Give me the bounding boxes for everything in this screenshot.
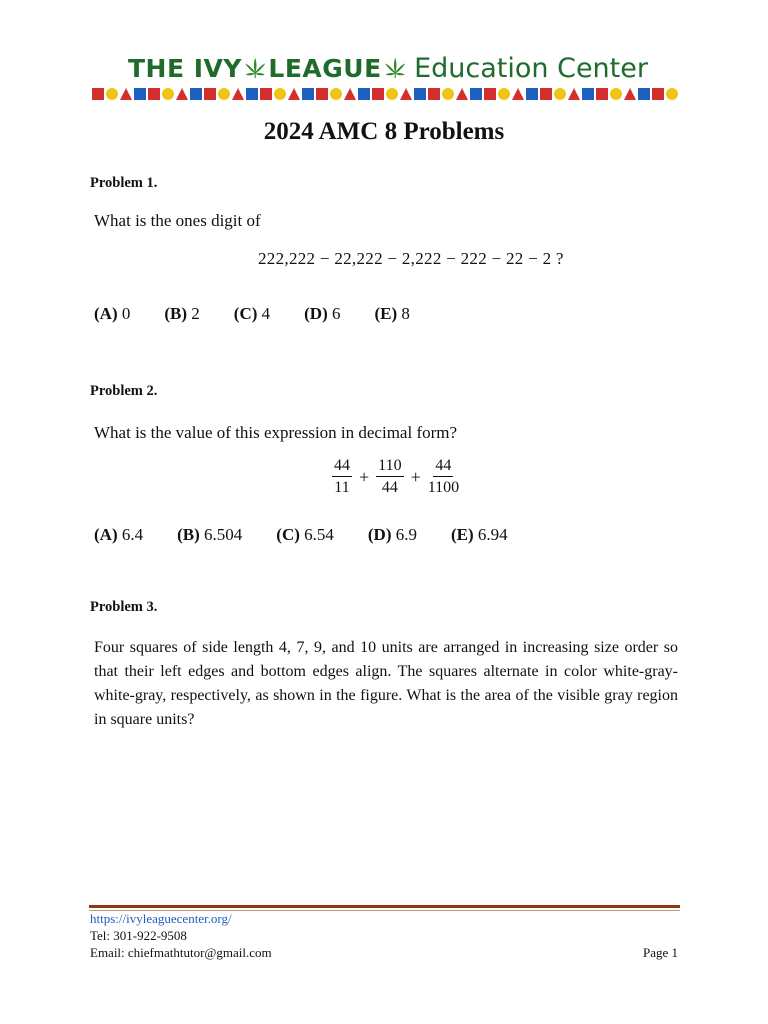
- strip-shape: [162, 88, 174, 100]
- strip-shape: [386, 88, 398, 100]
- strip-shape: [92, 88, 104, 100]
- strip-shape: [442, 88, 454, 100]
- strip-shape: [176, 88, 188, 100]
- strip-shape: [568, 88, 580, 100]
- strip-shape: [470, 88, 482, 100]
- strip-shape: [666, 88, 678, 100]
- strip-shape: [274, 88, 286, 100]
- footer-tel: Tel: 301-922-9508: [90, 928, 187, 943]
- strip-shape: [498, 88, 510, 100]
- strip-shape: [372, 88, 384, 100]
- choice-c: (C) 6.54: [276, 525, 334, 544]
- strip-shape: [610, 88, 622, 100]
- problem-3-question: Four squares of side length 4, 7, 9, and 10 units are arranged in increasing size order so that their left edges and bottom edges align. The squares alternate in color white-gray-white-gray, respectively, as shown in the figure. What is the area of the visible gray region in square units?: [94, 639, 678, 728]
- strip-shape: [554, 88, 566, 100]
- page-number: Page 1: [642, 945, 678, 960]
- strip-shape: [638, 88, 650, 100]
- logo-text-education-center: Education Center: [414, 52, 648, 84]
- choice-d: (D) 6: [304, 304, 341, 323]
- strip-shape: [260, 88, 272, 100]
- strip-shape: [484, 88, 496, 100]
- strip-shape: [344, 88, 356, 100]
- strip-shape: [232, 88, 244, 100]
- problem-1-label: Problem 1.: [90, 175, 158, 191]
- choice-e: (E) 6.94: [451, 525, 508, 544]
- strip-shape: [134, 88, 146, 100]
- strip-shape: [316, 88, 328, 100]
- problem-3-label: Problem 3.: [90, 599, 158, 615]
- strip-shape: [526, 88, 538, 100]
- problem-2-expression: [332, 456, 459, 499]
- problem-2-question: What is the value of this expression in decimal form?: [94, 423, 458, 442]
- strip-shape: [358, 88, 370, 100]
- strip-shape: [540, 88, 552, 100]
- logo-text-ivy: THE IVY: [128, 53, 243, 83]
- choice-b: (B) 6.504: [177, 525, 243, 544]
- fraction: $\frac{110}{44}$: [378, 457, 402, 496]
- fraction: $\frac{44}{1100}$: [427, 457, 460, 496]
- strip-shape: [288, 88, 300, 100]
- problem-1-question: What is the ones digit of: [94, 211, 261, 230]
- choice-b: (B) 2: [164, 304, 200, 323]
- strip-shape: [204, 88, 216, 100]
- cannabis-leaf-icon: [384, 51, 406, 85]
- strip-shape: [302, 88, 314, 100]
- website-link[interactable]: https://ivyleaguecenter.org/: [90, 911, 232, 926]
- footer-divider: [89, 905, 680, 908]
- plus-sign: +: [410, 467, 421, 487]
- strip-shape: [148, 88, 160, 100]
- strip-shape: [414, 88, 426, 100]
- strip-shape: [218, 88, 230, 100]
- problem-1-expression: 222,222 − 22,222 − 2,222 − 222 − 22 − 2 ?: [258, 249, 564, 268]
- choice-e: (E) 8: [374, 304, 410, 323]
- logo-text-league: LEAGUE: [268, 53, 382, 83]
- strip-shape: [582, 88, 594, 100]
- choice-a: (A) 6.4: [94, 525, 144, 544]
- strip-shape: [120, 88, 132, 100]
- footer-url[interactable]: [90, 911, 232, 927]
- header-logo: [128, 46, 648, 90]
- plus-sign: +: [359, 467, 370, 487]
- strip-shape: [246, 88, 258, 100]
- choice-a: (A) 0: [94, 304, 131, 323]
- cannabis-leaf-icon: [244, 51, 266, 85]
- choice-c: (C) 4: [233, 304, 271, 323]
- strip-shape: [456, 88, 468, 100]
- decorative-shape-strip: [92, 88, 680, 102]
- strip-shape: [624, 88, 636, 100]
- strip-shape: [106, 88, 118, 100]
- choice-d: (D) 6.9: [367, 525, 417, 544]
- strip-shape: [400, 88, 412, 100]
- strip-shape: [596, 88, 608, 100]
- strip-shape: [190, 88, 202, 100]
- fraction: $\frac{44}{11}$: [334, 457, 350, 496]
- problem-2-label: Problem 2.: [90, 383, 158, 399]
- footer-email: Email: chiefmathtutor@gmail.com: [90, 945, 272, 960]
- strip-shape: [330, 88, 342, 100]
- strip-shape: [652, 88, 664, 100]
- strip-shape: [512, 88, 524, 100]
- strip-shape: [428, 88, 440, 100]
- problem-1-choices: [94, 304, 444, 324]
- problem-2-choices: [94, 525, 542, 545]
- page-title: 2024 AMC 8 Problems: [263, 118, 505, 145]
